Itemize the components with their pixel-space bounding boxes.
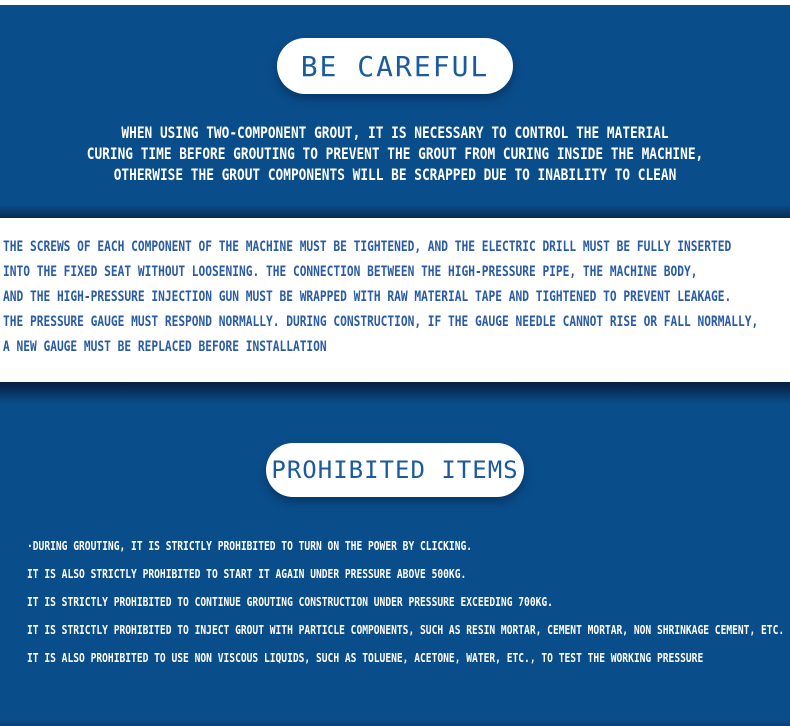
caution-line: OTHERWISE THE GROUT COMPONENTS WILL BE SCRAPPED DUE TO INABILITY TO CLEAN xyxy=(113,165,677,184)
prohibited-items-badge xyxy=(266,443,524,497)
be-careful-badge xyxy=(277,38,513,94)
prohibited-section xyxy=(0,382,790,726)
assembly-notes-paragraph xyxy=(3,235,790,360)
prohibited-item: IT IS STRICTLY PROHIBITED TO INJECT GROUT WITH PARTICLE COMPONENTS, SUCH AS RESIN MORTAR, CEMENT MORTAR, NON SHRINKAGE CEMENT, ETC. xyxy=(27,623,785,637)
prohibited-item: IT IS STRICTLY PROHIBITED TO CONTINUE GROUTING CONSTRUCTION UNDER PRESSURE EXCEEDING 700KG. xyxy=(27,595,553,609)
caution-line: CURING TIME BEFORE GROUTING TO PREVENT THE GROUT FROM CURING INSIDE THE MACHINE, xyxy=(86,144,704,163)
notes-line: INTO THE FIXED SEAT WITHOUT LOOSENING. THE CONNECTION BETWEEN THE HIGH-PRESSURE PIPE, THE MACHINE BODY, xyxy=(3,264,698,280)
notes-line: AND THE HIGH-PRESSURE INJECTION GUN MUST BE WRAPPED WITH RAW MATERIAL TAPE AND TIGHTENED TO PREVENT LEAKAGE. xyxy=(3,289,732,305)
notes-line: A NEW GAUGE MUST BE REPLACED BEFORE INSTALLATION xyxy=(3,339,327,355)
notes-line: THE PRESSURE GAUGE MUST RESPOND NORMALLY. DURING CONSTRUCTION, IF THE GAUGE NEEDLE CANNOT RISE OR FALL NORMALLY, xyxy=(3,314,759,330)
notes-line: THE SCREWS OF EACH COMPONENT OF THE MACHINE MUST BE TIGHTENED, AND THE ELECTRIC DRILL MUST BE FULLY INSERTED xyxy=(3,239,732,255)
caution-paragraph xyxy=(0,122,790,185)
prohibited-item: ·DURING GROUTING, IT IS STRICTLY PROHIBITED TO TURN ON THE POWER BY CLICKING. xyxy=(27,539,473,553)
be-careful-title: BE CAREFUL xyxy=(300,49,490,83)
caution-section xyxy=(0,5,790,218)
prohibited-item: IT IS ALSO STRICTLY PROHIBITED TO START IT AGAIN UNDER PRESSURE ABOVE 500KG. xyxy=(27,567,467,581)
prohibited-item: IT IS ALSO PROHIBITED TO USE NON VISCOUS LIQUIDS, SUCH AS TOLUENE, ACETONE, WATER, ETC., TO TEST THE WORKING PRESSURE xyxy=(27,651,704,665)
caution-line: WHEN USING TWO-COMPONENT GROUT, IT IS NECESSARY TO CONTROL THE MATERIAL xyxy=(121,123,669,142)
prohibited-items-title: PROHIBITED ITEMS xyxy=(271,456,519,484)
prohibited-items-list xyxy=(27,532,790,672)
